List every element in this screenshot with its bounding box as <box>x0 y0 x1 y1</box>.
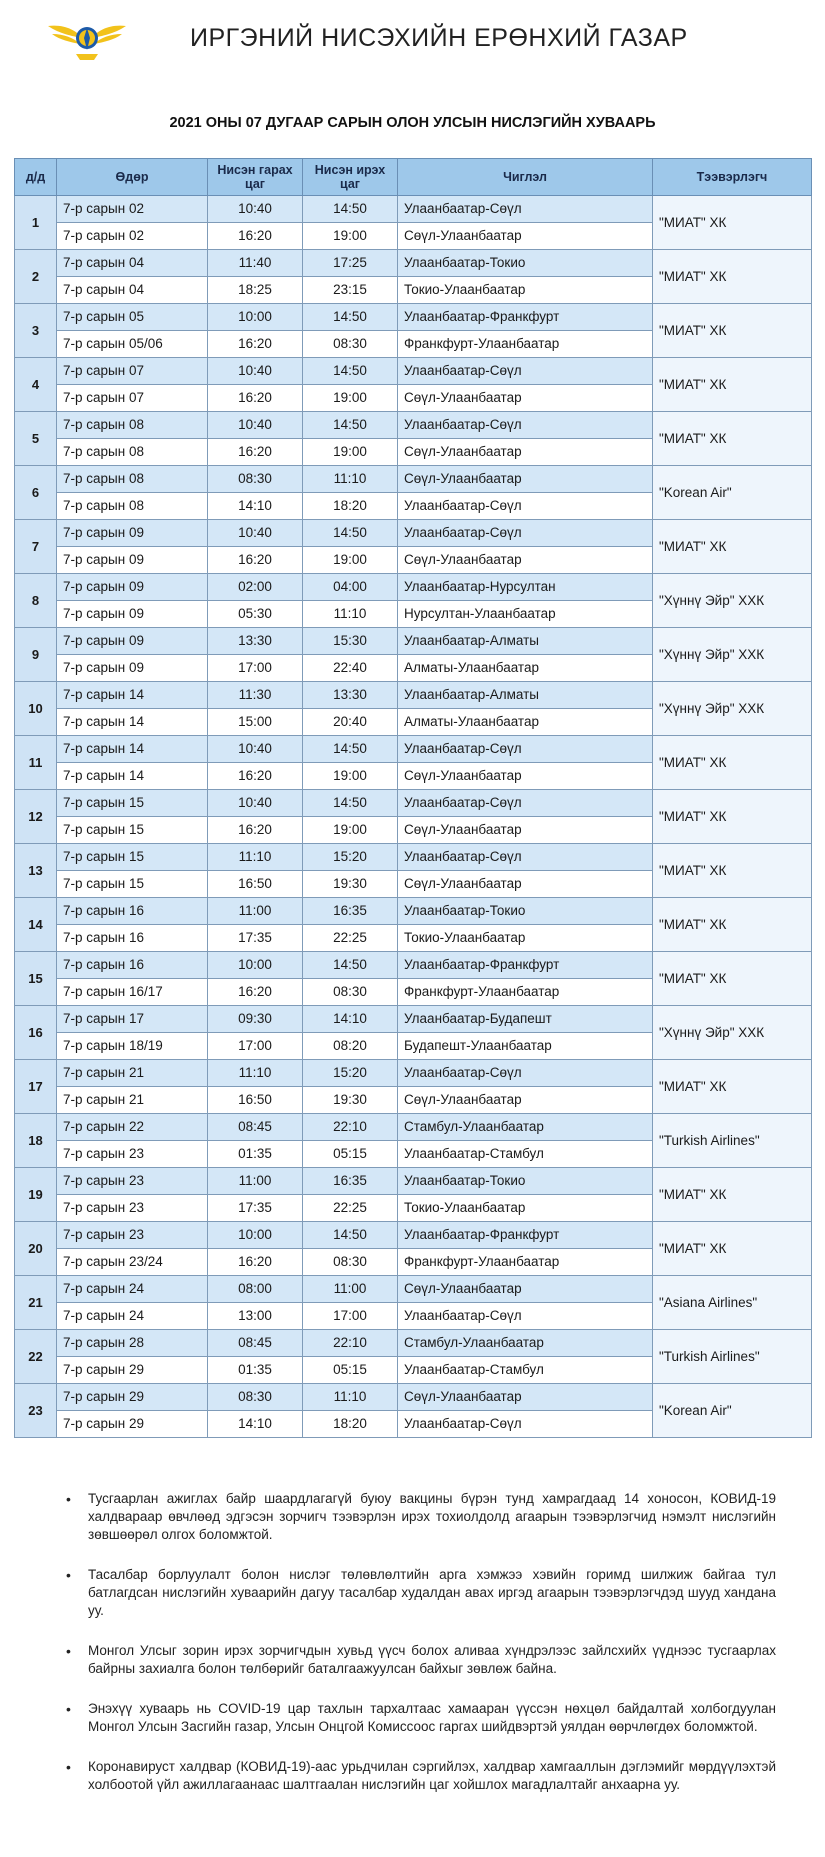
flight-route: Улаанбаатар-Сөүл <box>398 1060 653 1087</box>
arrival-time: 19:00 <box>303 439 398 466</box>
flight-route: Алматы-Улаанбаатар <box>398 655 653 682</box>
flight-route: Токио-Улаанбаатар <box>398 277 653 304</box>
departure-time: 08:30 <box>208 1384 303 1411</box>
notes-list <box>66 1490 776 1794</box>
arrival-time: 15:20 <box>303 844 398 871</box>
carrier-name: "МИАТ" ХК <box>653 1222 812 1276</box>
flight-route: Улаанбаатар-Франкфурт <box>398 1222 653 1249</box>
bullet-icon: • <box>66 1567 71 1583</box>
departure-time: 16:20 <box>208 223 303 250</box>
arrival-time: 08:30 <box>303 331 398 358</box>
bullet-icon: • <box>66 1491 71 1507</box>
table-row <box>15 1168 812 1195</box>
flight-date: 7-р сарын 16/17 <box>57 979 208 1006</box>
departure-time: 16:20 <box>208 817 303 844</box>
departure-time: 05:30 <box>208 601 303 628</box>
table-row <box>15 628 812 655</box>
flight-date: 7-р сарын 14 <box>57 763 208 790</box>
departure-time: 16:20 <box>208 331 303 358</box>
flight-date: 7-р сарын 09 <box>57 601 208 628</box>
flight-date: 7-р сарын 05 <box>57 304 208 331</box>
header-route: Чиглэл <box>398 159 653 196</box>
arrival-time: 15:30 <box>303 628 398 655</box>
departure-time: 10:00 <box>208 1222 303 1249</box>
flight-date: 7-р сарын 15 <box>57 871 208 898</box>
flight-date: 7-р сарын 23/24 <box>57 1249 208 1276</box>
arrival-time: 19:00 <box>303 817 398 844</box>
departure-time: 16:20 <box>208 439 303 466</box>
arrival-time: 08:30 <box>303 979 398 1006</box>
carrier-name: "МИАТ" ХК <box>653 898 812 952</box>
flight-route: Улаанбаатар-Сөүл <box>398 493 653 520</box>
table-row <box>15 574 812 601</box>
flight-route: Нурсултан-Улаанбаатар <box>398 601 653 628</box>
carrier-name: "Korean Air" <box>653 1384 812 1438</box>
note-text: Тасалбар борлуулалт болон нислэг төлөвлөлтийн арга хэмжээ хэвийн горимд шилжиж байгаа тул батлагдсан нислэгийн хуваарийн дагуу тасалбар худалдан авах иргэд агаарын тээвэрлэгчдэд шууд хандана уу. <box>88 1567 776 1618</box>
table-row <box>15 682 812 709</box>
arrival-time: 11:10 <box>303 466 398 493</box>
arrival-time: 15:20 <box>303 1060 398 1087</box>
carrier-name: "Asiana Airlines" <box>653 1276 812 1330</box>
arrival-time: 08:30 <box>303 1249 398 1276</box>
departure-time: 17:35 <box>208 1195 303 1222</box>
row-number: 5 <box>15 412 57 466</box>
flight-route: Сөүл-Улаанбаатар <box>398 466 653 493</box>
carrier-name: "МИАТ" ХК <box>653 1168 812 1222</box>
departure-time: 11:10 <box>208 844 303 871</box>
flight-route: Сөүл-Улаанбаатар <box>398 547 653 574</box>
flight-date: 7-р сарын 29 <box>57 1411 208 1438</box>
flight-date: 7-р сарын 14 <box>57 736 208 763</box>
departure-time: 08:45 <box>208 1114 303 1141</box>
flight-route: Улаанбаатар-Франкфурт <box>398 952 653 979</box>
flight-route: Франкфурт-Улаанбаатар <box>398 1249 653 1276</box>
flight-date: 7-р сарын 23 <box>57 1141 208 1168</box>
flight-route: Сөүл-Улаанбаатар <box>398 385 653 412</box>
row-number: 14 <box>15 898 57 952</box>
departure-time: 13:30 <box>208 628 303 655</box>
bullet-icon: • <box>66 1759 71 1775</box>
arrival-time: 22:10 <box>303 1330 398 1357</box>
header-arrival: Нисэн ирэх цаг <box>303 159 398 196</box>
departure-time: 08:00 <box>208 1276 303 1303</box>
table-row <box>15 196 812 223</box>
departure-time: 14:10 <box>208 493 303 520</box>
note-text: Коронавируст халдвар (КОВИД-19)-аас урьдчилан сэргийлэх, халдвар хамгааллын дэглэмийг мөрдүүлэхтэй холбоотой үйл ажиллагаанаас шалтгаалан нислэгийн цаг хойшлох магадлалтайг анхаарна уу. <box>88 1759 776 1792</box>
departure-time: 11:00 <box>208 1168 303 1195</box>
table-row <box>15 952 812 979</box>
flight-route: Франкфурт-Улаанбаатар <box>398 331 653 358</box>
flight-date: 7-р сарын 24 <box>57 1276 208 1303</box>
departure-time: 16:50 <box>208 1087 303 1114</box>
arrival-time: 22:40 <box>303 655 398 682</box>
table-row <box>15 1276 812 1303</box>
departure-time: 09:30 <box>208 1006 303 1033</box>
flight-date: 7-р сарын 22 <box>57 1114 208 1141</box>
arrival-time: 16:35 <box>303 1168 398 1195</box>
flight-date: 7-р сарын 15 <box>57 817 208 844</box>
flight-date: 7-р сарын 09 <box>57 520 208 547</box>
note-text: Монгол Улсыг зорин ирэх зорчигчдын хувьд үүсч болох аливаа хүндрэлээс зайлсхийх үүднээс тусгаарлах байрны захиалга болон төлбөрийг баталгаажуулсан байхыг зөвлөж байна. <box>88 1643 776 1676</box>
departure-time: 17:00 <box>208 655 303 682</box>
row-number: 15 <box>15 952 57 1006</box>
departure-time: 18:25 <box>208 277 303 304</box>
departure-time: 16:20 <box>208 547 303 574</box>
flight-date: 7-р сарын 08 <box>57 439 208 466</box>
flight-route: Сөүл-Улаанбаатар <box>398 223 653 250</box>
row-number: 17 <box>15 1060 57 1114</box>
flight-route: Улаанбаатар-Стамбул <box>398 1357 653 1384</box>
departure-time: 16:20 <box>208 385 303 412</box>
arrival-time: 22:25 <box>303 925 398 952</box>
table-body <box>15 196 812 1438</box>
flight-date: 7-р сарын 07 <box>57 358 208 385</box>
row-number: 20 <box>15 1222 57 1276</box>
table-row <box>15 844 812 871</box>
arrival-time: 11:10 <box>303 601 398 628</box>
flight-date: 7-р сарын 04 <box>57 250 208 277</box>
arrival-time: 19:00 <box>303 385 398 412</box>
flight-date: 7-р сарын 08 <box>57 493 208 520</box>
arrival-time: 19:00 <box>303 223 398 250</box>
table-row <box>15 1114 812 1141</box>
arrival-time: 18:20 <box>303 493 398 520</box>
flight-route: Стамбул-Улаанбаатар <box>398 1114 653 1141</box>
row-number: 8 <box>15 574 57 628</box>
departure-time: 01:35 <box>208 1357 303 1384</box>
arrival-time: 05:15 <box>303 1141 398 1168</box>
flight-route: Сөүл-Улаанбаатар <box>398 817 653 844</box>
flight-date: 7-р сарын 09 <box>57 628 208 655</box>
flight-route: Улаанбаатар-Сөүл <box>398 520 653 547</box>
flight-date: 7-р сарын 08 <box>57 412 208 439</box>
row-number: 18 <box>15 1114 57 1168</box>
schedule-title: 2021 ОНЫ 07 ДУГААР САРЫН ОЛОН УЛСЫН НИСЛЭГИЙН ХУВААРЬ <box>169 115 656 131</box>
arrival-time: 19:00 <box>303 547 398 574</box>
arrival-time: 20:40 <box>303 709 398 736</box>
arrival-time: 18:20 <box>303 1411 398 1438</box>
carrier-name: "Turkish Airlines" <box>653 1330 812 1384</box>
departure-time: 17:00 <box>208 1033 303 1060</box>
note-text: Энэхүү хуваарь нь COVID-19 цар тахлын тархалтаас хамааран үүссэн нөхцөл байдалтай холбогдуулан Монгол Улсын Засгийн газар, Улсын Онцгой Комиссоос гаргах шийдвэртэй уялдан өөрчлөгдөх боломжтой. <box>88 1701 776 1734</box>
carrier-name: "МИАТ" ХК <box>653 736 812 790</box>
table-row <box>15 1222 812 1249</box>
departure-time: 10:00 <box>208 304 303 331</box>
flight-date: 7-р сарын 23 <box>57 1168 208 1195</box>
table-row <box>15 1330 812 1357</box>
departure-time: 13:00 <box>208 1303 303 1330</box>
flight-date: 7-р сарын 17 <box>57 1006 208 1033</box>
departure-time: 15:00 <box>208 709 303 736</box>
flight-route: Улаанбаатар-Нурсултан <box>398 574 653 601</box>
flight-route: Улаанбаатар-Сөүл <box>398 412 653 439</box>
header-departure: Нисэн гарах цаг <box>208 159 303 196</box>
flight-date: 7-р сарын 16 <box>57 925 208 952</box>
row-number: 23 <box>15 1384 57 1438</box>
flight-route: Сөүл-Улаанбаатар <box>398 871 653 898</box>
arrival-time: 19:30 <box>303 1087 398 1114</box>
flight-route: Улаанбаатар-Сөүл <box>398 358 653 385</box>
arrival-time: 14:50 <box>303 952 398 979</box>
departure-time: 10:00 <box>208 952 303 979</box>
arrival-time: 13:30 <box>303 682 398 709</box>
page-header <box>0 0 825 80</box>
flight-route: Стамбул-Улаанбаатар <box>398 1330 653 1357</box>
row-number: 16 <box>15 1006 57 1060</box>
bullet-icon: • <box>66 1701 71 1717</box>
flight-route: Улаанбаатар-Сөүл <box>398 1303 653 1330</box>
arrival-time: 14:50 <box>303 736 398 763</box>
carrier-name: "Хүннү Эйр" ХХК <box>653 574 812 628</box>
table-row <box>15 1060 812 1087</box>
flight-route: Улаанбаатар-Токио <box>398 250 653 277</box>
note-text: Тусгаарлан ажиглах байр шаардлагагүй буюу вакцины бүрэн тунд хамрагдаад 14 хоносон, КОВИД-19 халдвараар өвчлөөд эдгэсэн зорчигч тээвэрлэн ирэх тохиолдолд агаарын тээвэрлэгчид нэмэлт нислэгийн зөвшөөрөл олгох боломжтой. <box>88 1491 776 1542</box>
list-item <box>66 1490 776 1544</box>
flight-route: Улаанбаатар-Токио <box>398 1168 653 1195</box>
departure-time: 10:40 <box>208 520 303 547</box>
arrival-time: 19:30 <box>303 871 398 898</box>
carrier-name: "МИАТ" ХК <box>653 304 812 358</box>
flight-date: 7-р сарын 09 <box>57 547 208 574</box>
flight-route: Улаанбаатар-Сөүл <box>398 844 653 871</box>
flight-date: 7-р сарын 02 <box>57 223 208 250</box>
flight-route: Сөүл-Улаанбаатар <box>398 1276 653 1303</box>
flight-date: 7-р сарын 24 <box>57 1303 208 1330</box>
flight-route: Улаанбаатар-Франкфурт <box>398 304 653 331</box>
list-item <box>66 1700 776 1736</box>
aviation-emblem-icon <box>46 14 128 64</box>
flight-route: Токио-Улаанбаатар <box>398 1195 653 1222</box>
flight-date: 7-р сарын 16 <box>57 898 208 925</box>
arrival-time: 22:10 <box>303 1114 398 1141</box>
departure-time: 10:40 <box>208 358 303 385</box>
departure-time: 10:40 <box>208 790 303 817</box>
arrival-time: 19:00 <box>303 763 398 790</box>
flight-date: 7-р сарын 07 <box>57 385 208 412</box>
departure-time: 08:30 <box>208 466 303 493</box>
row-number: 4 <box>15 358 57 412</box>
carrier-name: "МИАТ" ХК <box>653 790 812 844</box>
table-row <box>15 304 812 331</box>
table-header-row <box>15 159 812 196</box>
row-number: 22 <box>15 1330 57 1384</box>
header-date: Өдөр <box>57 159 208 196</box>
row-number: 9 <box>15 628 57 682</box>
row-number: 12 <box>15 790 57 844</box>
row-number: 7 <box>15 520 57 574</box>
flight-route: Франкфурт-Улаанбаатар <box>398 979 653 1006</box>
departure-time: 10:40 <box>208 196 303 223</box>
flight-date: 7-р сарын 15 <box>57 844 208 871</box>
arrival-time: 14:10 <box>303 1006 398 1033</box>
flight-date: 7-р сарын 29 <box>57 1384 208 1411</box>
departure-time: 16:20 <box>208 979 303 1006</box>
departure-time: 11:00 <box>208 898 303 925</box>
flight-date: 7-р сарын 21 <box>57 1087 208 1114</box>
flight-date: 7-р сарын 14 <box>57 682 208 709</box>
flight-date: 7-р сарын 18/19 <box>57 1033 208 1060</box>
carrier-name: "МИАТ" ХК <box>653 952 812 1006</box>
arrival-time: 05:15 <box>303 1357 398 1384</box>
flight-route: Улаанбаатар-Сөүл <box>398 736 653 763</box>
flight-date: 7-р сарын 09 <box>57 574 208 601</box>
flight-route: Улаанбаатар-Стамбул <box>398 1141 653 1168</box>
flight-route: Улаанбаатар-Сөүл <box>398 790 653 817</box>
flight-route: Алматы-Улаанбаатар <box>398 709 653 736</box>
flight-route: Сөүл-Улаанбаатар <box>398 1384 653 1411</box>
arrival-time: 14:50 <box>303 358 398 385</box>
departure-time: 16:20 <box>208 1249 303 1276</box>
flight-route: Сөүл-Улаанбаатар <box>398 1087 653 1114</box>
arrival-time: 14:50 <box>303 196 398 223</box>
flight-route: Улаанбаатар-Токио <box>398 898 653 925</box>
flight-date: 7-р сарын 14 <box>57 709 208 736</box>
carrier-name: "МИАТ" ХК <box>653 358 812 412</box>
list-item <box>66 1758 776 1794</box>
departure-time: 16:50 <box>208 871 303 898</box>
flight-date: 7-р сарын 04 <box>57 277 208 304</box>
departure-time: 11:40 <box>208 250 303 277</box>
flight-date: 7-р сарын 21 <box>57 1060 208 1087</box>
carrier-name: "МИАТ" ХК <box>653 1060 812 1114</box>
table-row <box>15 358 812 385</box>
departure-time: 14:10 <box>208 1411 303 1438</box>
table-row <box>15 412 812 439</box>
table-row <box>15 466 812 493</box>
header-carrier: Тээвэрлэгч <box>653 159 812 196</box>
flight-route: Улаанбаатар-Алматы <box>398 628 653 655</box>
departure-time: 10:40 <box>208 736 303 763</box>
carrier-name: "МИАТ" ХК <box>653 844 812 898</box>
table-row <box>15 1006 812 1033</box>
departure-time: 17:35 <box>208 925 303 952</box>
table-row <box>15 790 812 817</box>
arrival-time: 23:15 <box>303 277 398 304</box>
flight-route: Будапешт-Улаанбаатар <box>398 1033 653 1060</box>
flight-route: Сөүл-Улаанбаатар <box>398 439 653 466</box>
flight-date: 7-р сарын 28 <box>57 1330 208 1357</box>
departure-time: 16:20 <box>208 763 303 790</box>
arrival-time: 17:25 <box>303 250 398 277</box>
carrier-name: "Хүннү Эйр" ХХК <box>653 628 812 682</box>
table-row <box>15 898 812 925</box>
table-row <box>15 1384 812 1411</box>
flight-route: Улаанбаатар-Алматы <box>398 682 653 709</box>
departure-time: 11:30 <box>208 682 303 709</box>
list-item <box>66 1566 776 1620</box>
flight-date: 7-р сарын 23 <box>57 1222 208 1249</box>
list-item <box>66 1642 776 1678</box>
carrier-name: "МИАТ" ХК <box>653 250 812 304</box>
departure-time: 02:00 <box>208 574 303 601</box>
carrier-name: "Хүннү Эйр" ХХК <box>653 682 812 736</box>
flight-date: 7-р сарын 15 <box>57 790 208 817</box>
header-no: д/д <box>15 159 57 196</box>
arrival-time: 14:50 <box>303 1222 398 1249</box>
arrival-time: 04:00 <box>303 574 398 601</box>
flight-route: Токио-Улаанбаатар <box>398 925 653 952</box>
row-number: 10 <box>15 682 57 736</box>
row-number: 21 <box>15 1276 57 1330</box>
table-row <box>15 520 812 547</box>
row-number: 13 <box>15 844 57 898</box>
carrier-name: "МИАТ" ХК <box>653 412 812 466</box>
arrival-time: 08:20 <box>303 1033 398 1060</box>
flight-date: 7-р сарын 29 <box>57 1357 208 1384</box>
row-number: 2 <box>15 250 57 304</box>
flight-date: 7-р сарын 08 <box>57 466 208 493</box>
table-row <box>15 736 812 763</box>
departure-time: 11:10 <box>208 1060 303 1087</box>
departure-time: 08:45 <box>208 1330 303 1357</box>
flight-schedule-table <box>14 158 812 1438</box>
flight-route: Улаанбаатар-Сөүл <box>398 196 653 223</box>
arrival-time: 14:50 <box>303 412 398 439</box>
flight-date: 7-р сарын 05/06 <box>57 331 208 358</box>
carrier-name: "Хүннү Эйр" ХХК <box>653 1006 812 1060</box>
organization-name: ИРГЭНИЙ НИСЭХИЙН ЕРӨНХИЙ ГАЗАР <box>190 24 688 52</box>
bullet-icon: • <box>66 1643 71 1659</box>
arrival-time: 17:00 <box>303 1303 398 1330</box>
arrival-time: 11:00 <box>303 1276 398 1303</box>
flight-date: 7-р сарын 23 <box>57 1195 208 1222</box>
arrival-time: 14:50 <box>303 790 398 817</box>
departure-time: 10:40 <box>208 412 303 439</box>
table-row <box>15 250 812 277</box>
arrival-time: 11:10 <box>303 1384 398 1411</box>
flight-route: Сөүл-Улаанбаатар <box>398 763 653 790</box>
arrival-time: 22:25 <box>303 1195 398 1222</box>
departure-time: 01:35 <box>208 1141 303 1168</box>
flight-route: Улаанбаатар-Сөүл <box>398 1411 653 1438</box>
flight-date: 7-р сарын 16 <box>57 952 208 979</box>
flight-date: 7-р сарын 02 <box>57 196 208 223</box>
arrival-time: 14:50 <box>303 520 398 547</box>
flight-date: 7-р сарын 09 <box>57 655 208 682</box>
arrival-time: 14:50 <box>303 304 398 331</box>
row-number: 6 <box>15 466 57 520</box>
flight-route: Улаанбаатар-Будапешт <box>398 1006 653 1033</box>
carrier-name: "МИАТ" ХК <box>653 520 812 574</box>
carrier-name: "Turkish Airlines" <box>653 1114 812 1168</box>
row-number: 11 <box>15 736 57 790</box>
row-number: 19 <box>15 1168 57 1222</box>
row-number: 1 <box>15 196 57 250</box>
carrier-name: "Korean Air" <box>653 466 812 520</box>
row-number: 3 <box>15 304 57 358</box>
carrier-name: "МИАТ" ХК <box>653 196 812 250</box>
arrival-time: 16:35 <box>303 898 398 925</box>
